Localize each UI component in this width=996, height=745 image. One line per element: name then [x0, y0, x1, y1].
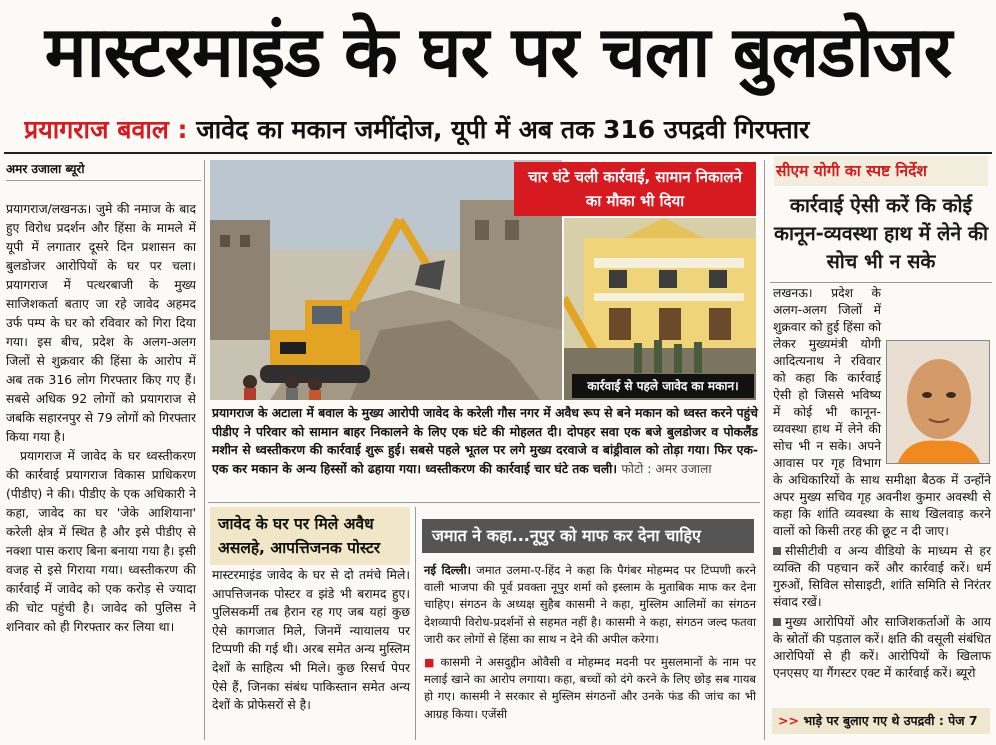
- jamaat-text: जमात उलमा-ए-हिंद ने कहा कि पैगंबर मोहम्मद पर टिप्पणी करने वाली भाजपा की पूर्व प्रवक्ता नूपुर शर्मा को इस्लाम के मुताबिक माफ कर देना चाहिए। संगठन के अध्यक्ष सुहैब कासमी ने कहा, मुस्लिम आलिमों का संगठन देशव्यापी विरोध-प्रदर्शनों से सहमत नहीं है। कासमी ने कहा, संगठन जल्द फतवा जारी कर लोगों से हिंसा का साथ न देने की अपील करेगा।: [424, 563, 756, 646]
- demolition-photo: [210, 160, 562, 400]
- byline: अमर उजाला ब्यूरो: [6, 160, 201, 181]
- subhead-text: जावेद का मकान जमींदोज, यूपी में अब तक 316 उपद्रवी गिरफ्तार: [196, 115, 810, 144]
- cm-body-lead: [773, 285, 991, 540]
- cm-directive-label: सीएम योगी का स्पष्ट निर्देश: [774, 156, 988, 186]
- subhead-place: प्रयागराज बवाल :: [24, 115, 188, 144]
- page-reference-footer: [772, 708, 990, 734]
- jamaat-story-body: [424, 562, 756, 723]
- jamaat-dateline: नई दिल्ली।: [424, 563, 471, 577]
- left-paragraph-2: प्रयागराज में जावेद के घर ध्वस्तीकरण की कार्रवाई प्रयागराज विकास प्राधिकरण (पीडीए) ने की। पीडीए के एक अधिकारी ने कहा, जावेद का घर 'जेके आशियाना' करेली क्षेत्र में स्थित है और इसे पीडीए से नक्शा पास कराए बिना बनाया गया है। इसी वजह से इसे गिराया गया। ध्वस्तीकरण की कार्रवाई में जावेद को एक करोड़ से ज्यादा की चोट पहुंची है। जावेद को पुलिस ने शनिवार को ही गिरफ्तार कर लिया था।: [6, 449, 196, 634]
- photo-credit: फोटो : अमर उजाला: [621, 461, 712, 476]
- left-paragraph-1: प्रयागराज/लखनऊ। जुमे की नमाज के बाद हुए विरोध प्रदर्शन और हिंसा के मामले में यूपी में लगातार दूसरे दिन प्रशासन का बुलडोजर आरोपियों के घर पर चला। प्रयागराज में पत्थरबाजी के मुख्य साजिशकर्ता बताए जा रहे जावेद अहमद उर्फ पम्प के घर को रविवार को गिरा दिया गया। इस बीच, प्रदेश के अलग-अलग जिलों से शुक्रवार की हिंसा के आरोप में अब तक 316 लोग गिरफ्तार किए गए हैं। सबसे अधिक 92 लोगों को प्रयागराज से जबकि सहारनपुर से 79 लोगों को गिरफ्तार किया गया है।: [6, 202, 196, 444]
- cm-body-lead-text: लखनऊ। प्रदेश के अलग-अलग जिलों में शुक्रवार को हुई हिंसा को लेकर मुख्यमंत्री योगी आदित्यनाथ ने रविवार को कहा कि कार्रवाई ऐसी हो जिससे भविष्य में कोई भी कानून-व्यवस्था हाथ में लेने की सोच भी न सके। अपने आवास पर गृह विभाग के अधिकारियों के साथ समीक्षा बैठक में उन्होंने अपर मुख्य सचिव गृह अवनीश कुमार अवस्थी से कहा कि शांति व्यवस्था के साथ खिलवाड़ करने वालों को किसी तरह की छूट न दी जाए।: [773, 286, 991, 538]
- house-illustration: [564, 218, 756, 400]
- cm-point-1-text: सीसीटीवी व अन्य वीडियो के माध्यम से हर व्यक्ति की पहचान करें और कार्रवाई करें। धर्म गुरुओं, सिविल सोसाइटी, शांति समिति से निरंतर संवाद रखें।: [773, 544, 991, 609]
- house-photo: [564, 218, 756, 400]
- left-column-story: [6, 200, 196, 740]
- cm-point-2: [773, 614, 991, 682]
- house-photo-label: कार्रवाई से पहले जावेद का मकान।: [572, 374, 754, 398]
- weapons-story-headline: जावेद के घर पर मिले अवैध असलहे, आपत्तिजनक पोस्टर: [210, 507, 410, 565]
- column-divider-right: [764, 160, 765, 740]
- jamaat-bullet-paragraph: [424, 654, 756, 723]
- top-rule: [4, 152, 992, 154]
- bullet-square-icon: ■: [424, 656, 437, 670]
- jamaat-paragraph: [424, 562, 756, 648]
- caption-text: प्रयागराज के अटाला में बवाल के मुख्य आरोपी जावेद के करेली गौस नगर में अवैध रूप से बने मकान को ध्वस्त करने पहुंचे पीडीए ने परिवार को सामान बाहर निकालने के लिए एक घंटे की मोहलत दी। दोपहर सवा एक बजे बुलडोजर व पोकलैंड मशीन से ध्वस्तीकरण की कार्रवाई शुरू हुई। सबसे पहले भूतल पर लगे मुख्य दरवाजे व बांड्रीवाल को तोड़ा गया। फिर एक-एक कर मकान के अन्य हिस्सों को ढहाया गया। ध्वस्तीकरण की कार्रवाई चार घंटे तक चली।: [212, 406, 758, 476]
- caption-divider: [208, 502, 760, 503]
- column-divider-left: [204, 160, 205, 740]
- weapons-story-body: मास्टरमाइंड जावेद के घर से दो तमंचे मिले। आपत्तिजनक पोस्टर व झंडे भी बरामद हुए। पुलिसकर्मी तब हैरान रह गए जब यहां कुछ ऐसे कागजात मिले, जिनमें न्यायालय पर टिप्पणी की गई थी। अरब समेत अन्य मुस्लिम देशों के साहित्य भी मिले। कुछ रिसर्च पेपर ऐसे हैं, जिनका संबंध पाकिस्तान समेत अन्य देशों के प्रोफेसरों से है।: [212, 568, 410, 713]
- page-reference-text: भाड़े पर बुलाए गए थे उपद्रवी : पेज 7: [803, 713, 978, 728]
- subheadline: [24, 110, 984, 150]
- bulldozer-illustration: [210, 160, 562, 400]
- cm-directive-body: [773, 285, 991, 682]
- right-rule: [770, 282, 992, 283]
- photo-caption: [212, 404, 758, 478]
- point-square-icon: [773, 547, 781, 555]
- portrait-float-spacer: [881, 339, 991, 467]
- photo-red-banner: चार घंटे चली कार्रवाई, सामान निकालने का मौका भी दिया: [514, 162, 756, 216]
- jamaat-bullet-text: कासमी ने असदुद्दीन ओवैसी व मोहम्मद मदनी पर मुसलमानों के नाम पर मलाई खाने का आरोप लगाया। कहा, बच्चों को दंगे करने के लिए छोड़ सब गायब हो गए। कासमी ने सरकार से मुस्लिम संगठनों और उनके फंड की जांच का भी आग्रह किया। एजेंसी: [424, 655, 756, 721]
- cm-directive-headline: कार्रवाई ऐसी करें कि कोई कानून-व्यवस्था हाथ में लेने की सोच भी न सके: [773, 194, 989, 273]
- bottom-divider: [415, 507, 416, 740]
- cm-point-2-text: मुख्य आरोपियों और साजिशकर्ताओं के आय के स्रोतों की पड़ताल करें। क्षति की वसूली संबंधित आरोपियों से ही करें। आरोपियों के खिलाफ एनएसए या गैंगस्टर एक्ट में कार्रवाई करें। ब्यूरो: [773, 615, 991, 680]
- page-headline: मास्टरमाइंड के घर पर चला बुलडोजर: [44, 11, 952, 93]
- jamaat-story-headline: जमात ने कहा...नूपुर को माफ कर देना चाहिए: [422, 519, 754, 553]
- point-square-icon: [773, 618, 781, 626]
- cm-point-1: [773, 543, 991, 611]
- double-chevron-icon: >>: [778, 713, 799, 728]
